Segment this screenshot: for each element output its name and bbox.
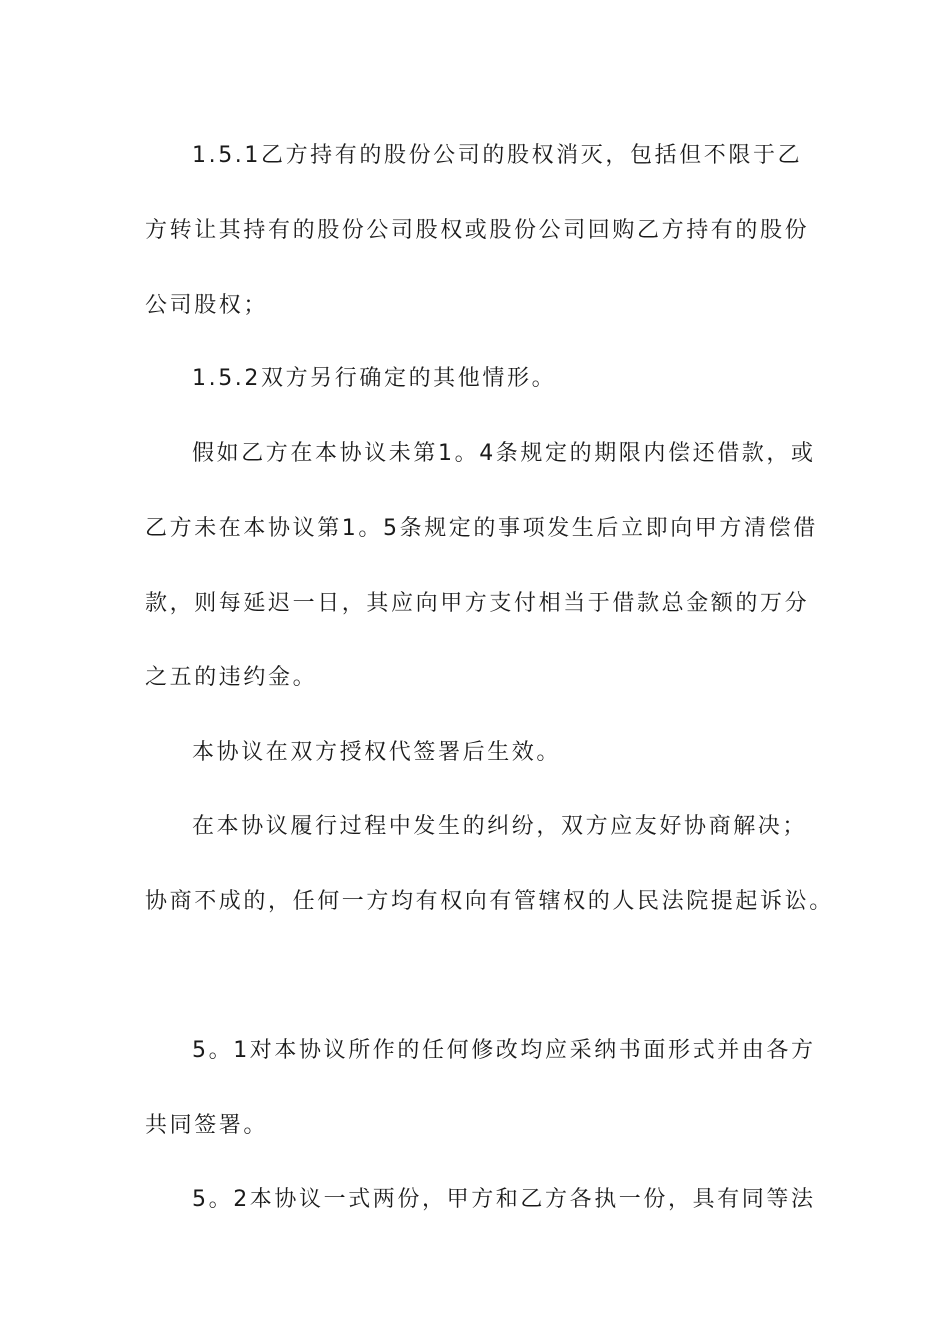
text-line: 在本协议履行过程中发生的纠纷，双方应友好协商解决； — [192, 814, 808, 839]
text-line: 假如乙方在本协议未第1。4条规定的期限内偿还借款，或 — [192, 441, 816, 466]
text-line: 公司股权； — [145, 293, 269, 318]
text-line: 之五的违约金。 — [145, 665, 318, 690]
text-line: 款，则每延迟一日，其应向甲方支付相当于借款总金额的万分 — [145, 591, 810, 616]
text-line: 协商不成的，任何一方均有权向有管辖权的人民法院提起诉讼。 — [145, 889, 834, 914]
text-line: 1.5.2双方另行确定的其他情形。 — [192, 366, 557, 391]
text-line: 共同签署。 — [145, 1113, 269, 1138]
text-line: 1.5.1乙方持有的股份公司的股权消灭，包括但不限于乙 — [192, 143, 803, 168]
text-line: 本协议在双方授权代签署后生效。 — [192, 740, 562, 765]
text-line: 方转让其持有的股份公司股权或股份公司回购乙方持有的股份 — [145, 218, 810, 243]
text-line: 乙方未在本协议第1。5条规定的事项发生后立即向甲方清偿借 — [145, 516, 818, 541]
text-line: 5。1对本协议所作的任何修改均应采纳书面形式并由各方 — [192, 1038, 816, 1063]
text-line: 5。2本协议一式两份，甲方和乙方各执一份，具有同等法 — [192, 1187, 816, 1212]
